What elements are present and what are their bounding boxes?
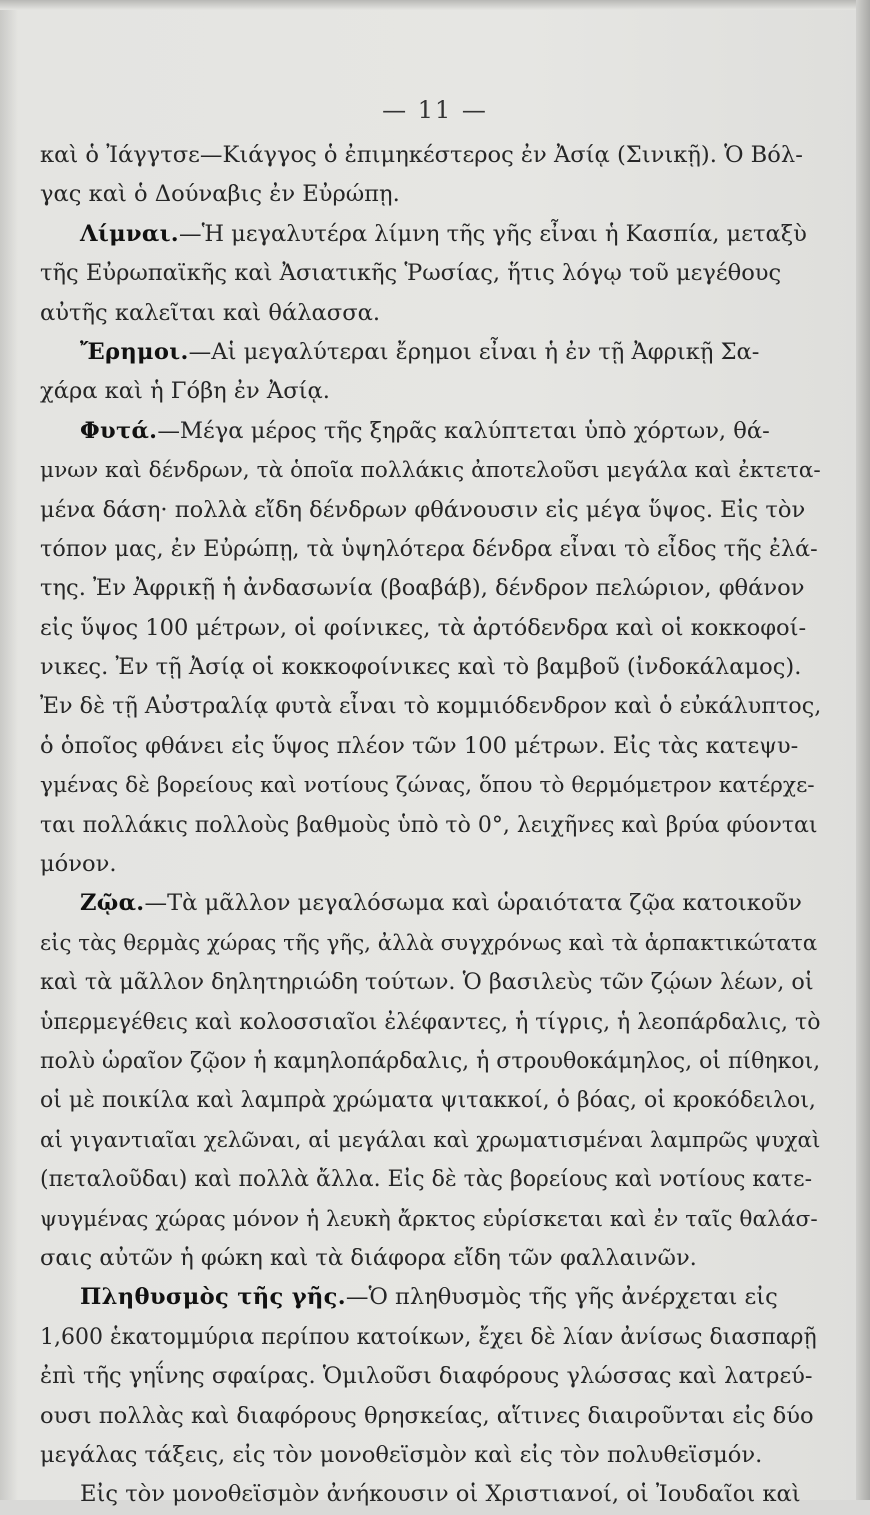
page-top-edge [0, 0, 870, 10]
body-text [40, 136, 820, 1515]
page-right-edge [856, 0, 870, 1500]
section-lakes-line: Λίμναι.—Ἡ μεγαλυτέρα λίμνη τῆς γῆς εἶναι ἡ Κασπία, μεταξὺ [80, 220, 807, 247]
text-line: οἱ μὲ ποικίλα καὶ λαμπρὰ χρώματα ψιτακκοί, ὁ βόας, οἱ κροκόδειλοι, [40, 1088, 816, 1114]
text-line: εἰς ὕψος 100 μέτρων, οἱ φοίνικες, τὰ ἀρτόδενδρα καὶ οἱ κοκκοφοί- [40, 614, 807, 641]
section-deserts-line: Ἔρημοι.—Αἱ μεγαλύτεραι ἔρημοι εἶναι ἡ ἐν τῇ Ἀφρικῇ Σα- [80, 338, 760, 365]
text-line: γμένας δὲ βορείους καὶ νοτίους ζώνας, ὅπου τὸ θερμόμετρον κατέρχε- [40, 773, 815, 799]
text-line: πολὺ ὡραῖον ζῷον ἡ καμηλοπάρδαλις, ἡ στρουθοκάμηλος, οἱ πίθηκοι, [40, 1048, 821, 1074]
text-line: 1,600 ἑκατομμύρια περίπου κατοίκων, ἔχει δὲ λίαν ἀνίσως διασπαρῇ [40, 1324, 817, 1350]
section-heading: Ἔρημοι. [80, 338, 189, 365]
text-line: μόνον. [40, 851, 117, 878]
section-plants-line: Φυτά.—Μέγα μέρος τῆς ξηρᾶς καλύπτεται ὑπὸ χόρτων, θά- [80, 417, 770, 444]
text-line: μεγάλας τάξεις, εἰς τὸν μονοθεϊσμὸν καὶ εἰς τὸν πολυθεϊσμόν. [40, 1441, 763, 1468]
text-line: γας καὶ ὁ Δούναβις ἐν Εὐρώπῃ. [40, 181, 400, 208]
text-line: χάρα καὶ ἡ Γόβη ἐν Ἀσίᾳ. [40, 378, 330, 405]
section-animals-line: Ζῷα.—Τὰ μᾶλλον μεγαλόσωμα καὶ ὡραιότατα ζῷα κατοικοῦν [80, 890, 802, 917]
text-line: ὁ ὁποῖος φθάνει εἰς ὕψος πλέον τῶν 100 μέτρων. Εἰς τὰς κατεψυ- [40, 732, 799, 759]
text-line: ουσι πολλὰς καὶ διαφόρους θρησκείας, αἵτινες διαιροῦνται εἰς δύο [40, 1402, 814, 1429]
text-line: μένα δάση· πολλὰ εἴδη δένδρων φθάνουσιν εἰς μέγα ὕψος. Εἰς τὸν [40, 496, 806, 523]
section-heading: Πληθυσμὸς τῆς γῆς. [80, 1284, 346, 1311]
section-heading: Λίμναι. [80, 220, 179, 247]
page-number: — 11 — [382, 96, 488, 124]
section-heading: Ζῷα. [80, 890, 145, 917]
section-population-line: Πληθυσμὸς τῆς γῆς.—Ὁ πληθυσμὸς τῆς γῆς ἀνέρχεται εἰς [80, 1284, 778, 1311]
text-line: ψυγμένας χώρας μόνον ἡ λευκὴ ἄρκτος εὑρίσκεται καὶ ἐν ταῖς θαλάσ- [40, 1206, 818, 1232]
text-line: Ἐν δὲ τῇ Αὐστραλίᾳ φυτὰ εἶναι τὸ κομμιόδενδρον καὶ ὁ εὐκάλυπτος, [40, 693, 822, 720]
text-line: αὐτῆς καλεῖται καὶ θάλασσα. [40, 299, 381, 326]
text-line: (πεταλοῦδαι) καὶ πολλὰ ἄλλα. Εἰς δὲ τὰς βορείους καὶ νοτίους κατε- [40, 1167, 813, 1193]
section-heading: Φυτά. [80, 417, 158, 444]
text-line: νικες. Ἐν τῇ Ἀσίᾳ οἱ κοκκοφοίνικες καὶ τὸ βαμβοῦ (ἰνδοκάλαμος). [40, 654, 802, 681]
text-line: αἱ γιγαντιαῖαι χελῶναι, αἱ μεγάλαι καὶ χρωματισμέναι λαμπρῶς ψυχαὶ [40, 1127, 821, 1153]
text-line: Εἰς τὸν μονοθεϊσμὸν ἀνήκουσιν οἱ Χριστιανοί, οἱ Ἰουδαῖοι καὶ [80, 1481, 801, 1508]
text-line: εἰς τὰς θερμὰς χώρας τῆς γῆς, ἀλλὰ συγχρόνως καὶ τὰ ἁρπακτικώτατα [40, 930, 818, 956]
text-line: ἐπὶ τῆς γηΐνης σφαίρας. Ὁμιλοῦσι διαφόρους γλώσσας καὶ λατρεύ- [40, 1363, 813, 1390]
text-line: τῆς Εὐρωπαϊκῆς καὶ Ἀσιατικῆς Ῥωσίας, ἥτις λόγῳ τοῦ μεγέθους [40, 260, 782, 287]
text-line: καὶ ὁ Ἰάγγτσε—Κιάγγος ὁ ἐπιμηκέστερος ἐν Ἀσίᾳ (Σινικῇ). Ὁ Βόλ- [40, 142, 803, 168]
text-line: ται πολλάκις πολλοὺς βαθμοὺς ὑπὸ τὸ 0°, λειχῆνες καὶ βρύα φύονται [40, 812, 818, 838]
text-line: μνων καὶ δένδρων, τὰ ὁποῖα πολλάκις ἀποτελοῦσι μεγάλα καὶ ἐκτετα- [40, 458, 821, 484]
text-line: καὶ τὰ μᾶλλον δηλητηριώδη τούτων. Ὁ βασιλεὺς τῶν ζῴων λέων, οἱ [40, 969, 814, 996]
text-line: ὑπερμεγέθεις καὶ κολοσσιαῖοι ἐλέφαντες, ἡ τίγρις, ἡ λεοπάρδαλις, τὸ [40, 1009, 821, 1035]
text-line: τόπον μας, ἐν Εὐρώπῃ, τὰ ὑψηλότερα δένδρα εἶναι τὸ εἶδος τῆς ἐλά- [40, 535, 818, 562]
text-line: της. Ἐν Ἀφρικῇ ἡ ἀνδασωνία (βοαβάβ), δένδρον πελώριον, φθάνον [40, 575, 805, 602]
text-line: σαις αὐτῶν ἡ φώκη καὶ τὰ διάφορα εἴδη τῶν φαλλαινῶν. [40, 1244, 697, 1271]
